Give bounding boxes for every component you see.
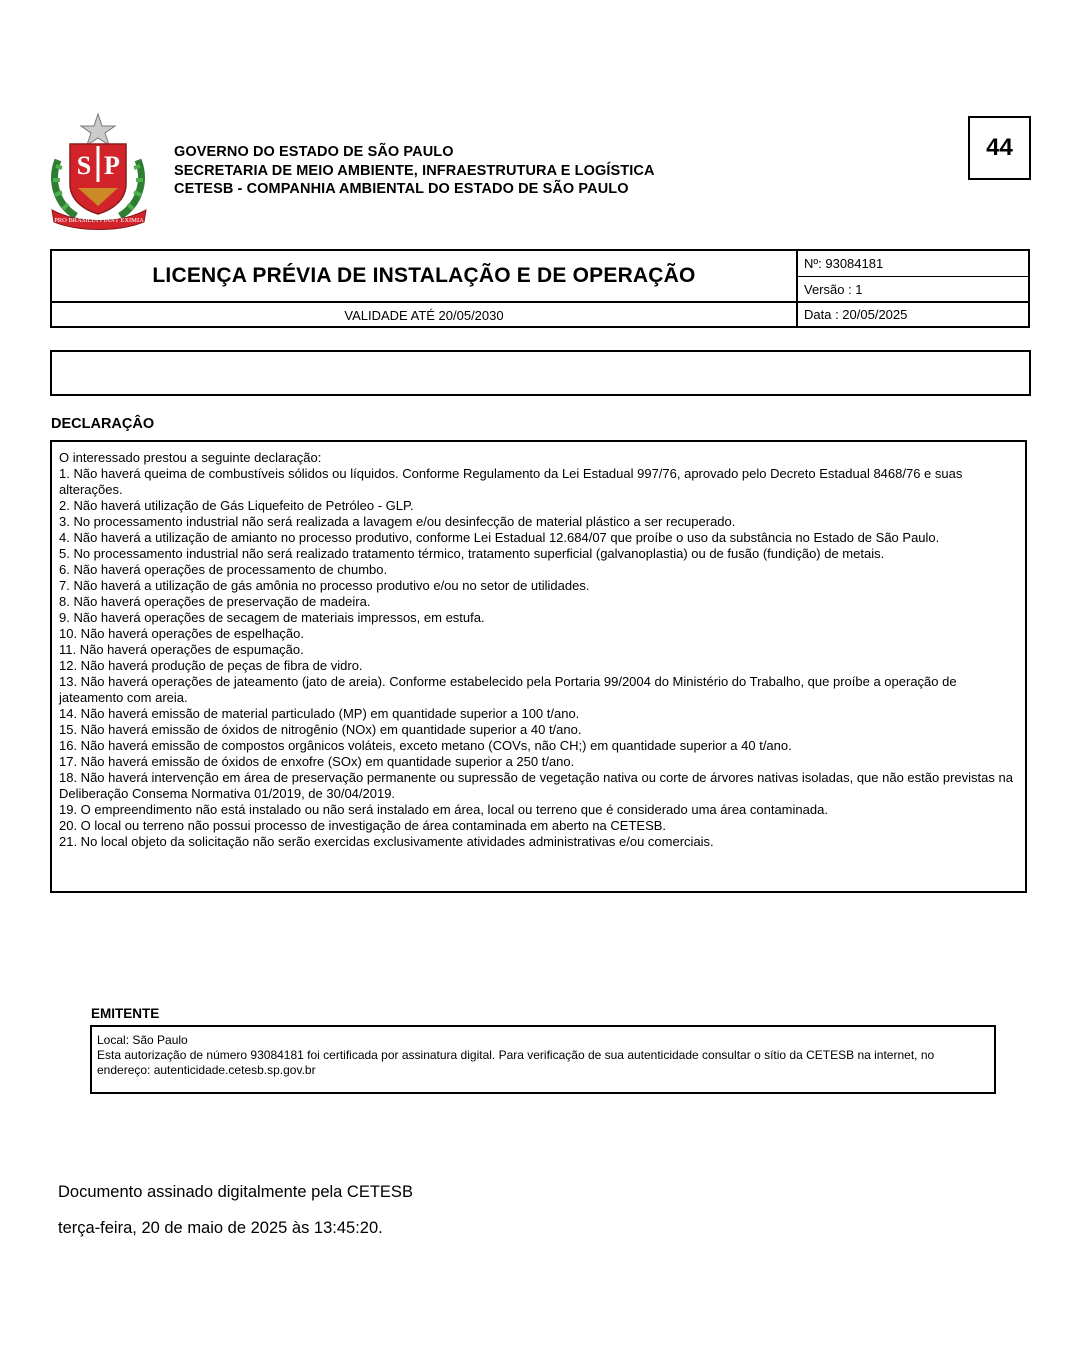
declaration-item: 7. Não haverá a utilização de gás amônia no processo produtivo e/ou no setor de utilidades. [59, 578, 590, 593]
page-number-box: 44 [968, 116, 1031, 180]
logo-letter-s: S [76, 151, 92, 180]
declaration-item: 11. Não haverá operações de espumação. [59, 642, 304, 657]
emitente-local: Local: São Paulo [97, 1033, 188, 1047]
license-version: Versão : 1 [798, 276, 1030, 301]
declaration-item: 10. Não haverá operações de espelhação. [59, 626, 305, 641]
emitente-title: EMITENTE [91, 1006, 160, 1021]
declaration-item: 5. No processamento industrial não será realizado tratamento térmico, tratamento superficial (galvanoplastia) ou de fusão (fundição) de metais. [59, 546, 885, 561]
declaration-item: 15. Não haverá emissão de óxidos de nitrogênio (NOx) em quantidade superior a 40 t/ano. [59, 722, 582, 737]
declaration-item: 20. O local ou terreno não possui processo de investigação de área contaminada em aberto na CETESB. [59, 818, 667, 833]
declaration-item: 13. Não haverá operações de jateamento (jato de areia). Conforme estabelecido pela Portaria 99/2004 do Ministério do Trabalho, que proíbe a operação de jateamento com areia. [59, 674, 957, 705]
header-line-government: GOVERNO DO ESTADO DE SÃO PAULO [174, 144, 454, 160]
declaration-intro: O interessado prestou a seguinte declaração: [59, 450, 322, 465]
declaration-item: 6. Não haverá operações de processamento de chumbo. [59, 562, 388, 577]
declaration-title: DECLARAÇÂO [51, 416, 155, 432]
header-line-secretariat: SECRETARIA DE MEIO AMBIENTE, INFRAESTRUTURA E LOGÍSTICA [174, 162, 655, 179]
license-date: Data : 20/05/2025 [798, 301, 1030, 326]
declaration-item: 1. Não haverá queima de combustíveis sólidos ou líquidos. Conforme Regulamento da Lei Estadual 997/76, aprovado pelo Decreto Estadual 8468/76 e suas alterações. [59, 466, 963, 497]
signature-timestamp: terça-feira, 20 de maio de 2025 às 13:45:20. [58, 1219, 383, 1237]
license-title: LICENÇA PRÉVIA DE INSTALAÇÃO E DE OPERAÇÃO [152, 264, 696, 287]
header-titles [174, 143, 655, 199]
declaration-item: 9. Não haverá operações de secagem de materiais impressos, em estufa. [59, 610, 485, 625]
emitente-box [90, 1025, 996, 1094]
declaration-box [50, 440, 1027, 893]
header-line-cetesb: CETESB - COMPANHIA AMBIENTAL DO ESTADO DE SÃO PAULO [174, 181, 629, 197]
declaration-item: 16. Não haverá emissão de compostos orgânicos voláteis, exceto metano (COVs, não CH;) em quantidade superior a 40 t/ano. [59, 738, 792, 753]
declaration-item: 21. No local objeto da solicitação não serão exercidas exclusivamente atividades administrativas e/ou comerciais. [59, 834, 714, 849]
license-validity: VALIDADE ATÉ 20/05/2030 [52, 301, 796, 328]
declaration-item: 14. Não haverá emissão de material particulado (MP) em quantidade superior a 100 t/ano. [59, 706, 580, 721]
license-meta-column [796, 251, 1030, 326]
declaration-item: 3. No processamento industrial não será realizada a lavagem e/ou desinfecção de material plástico a ser recuperado. [59, 514, 736, 529]
logo-motto: PRO BRASILIA FIANT EXIMIA [54, 217, 144, 224]
license-title-box [50, 249, 1030, 328]
declaration-item: 17. Não haverá emissão de óxidos de enxofre (SOx) em quantidade superior a 250 t/ano. [59, 754, 575, 769]
license-number: Nº: 93084181 [804, 256, 884, 271]
signature-statement: Documento assinado digitalmente pela CETESB [58, 1183, 413, 1201]
sao-paulo-coat-of-arms-logo [48, 112, 150, 230]
declaration-item: 8. Não haverá operações de preservação de madeira. [59, 594, 371, 609]
logo-letter-p: P [104, 151, 120, 180]
declaration-item: 19. O empreendimento não está instalado ou não será instalado em área, local ou terreno que é considerado uma área contaminada. [59, 802, 828, 817]
empty-info-box [50, 350, 1031, 396]
declaration-item: 4. Não haverá a utilização de amianto no processo produtivo, conforme Lei Estadual 12.684/07 que proíbe o uso da substância no Estado de São Paulo. [59, 530, 940, 545]
emitente-certification-text: Esta autorização de número 93084181 foi certificada por assinatura digital. Para verificação de sua autenticidade consultar o sítio da CETESB na internet, no endereço: autenticidade.cetesb.sp.gov.br [97, 1048, 935, 1077]
declaration-item: 12. Não haverá produção de peças de fibra de vidro. [59, 658, 363, 673]
declaration-item: 18. Não haverá intervenção em área de preservação permanente ou supressão de vegetação nativa ou corte de árvores nativas isoladas, que não estão previstas na Deliberação Consema Normativa 01/2019, de 30/04/2019. [59, 770, 1013, 801]
declaration-item: 2. Não haverá utilização de Gás Liquefeito de Petróleo - GLP. [59, 498, 414, 513]
